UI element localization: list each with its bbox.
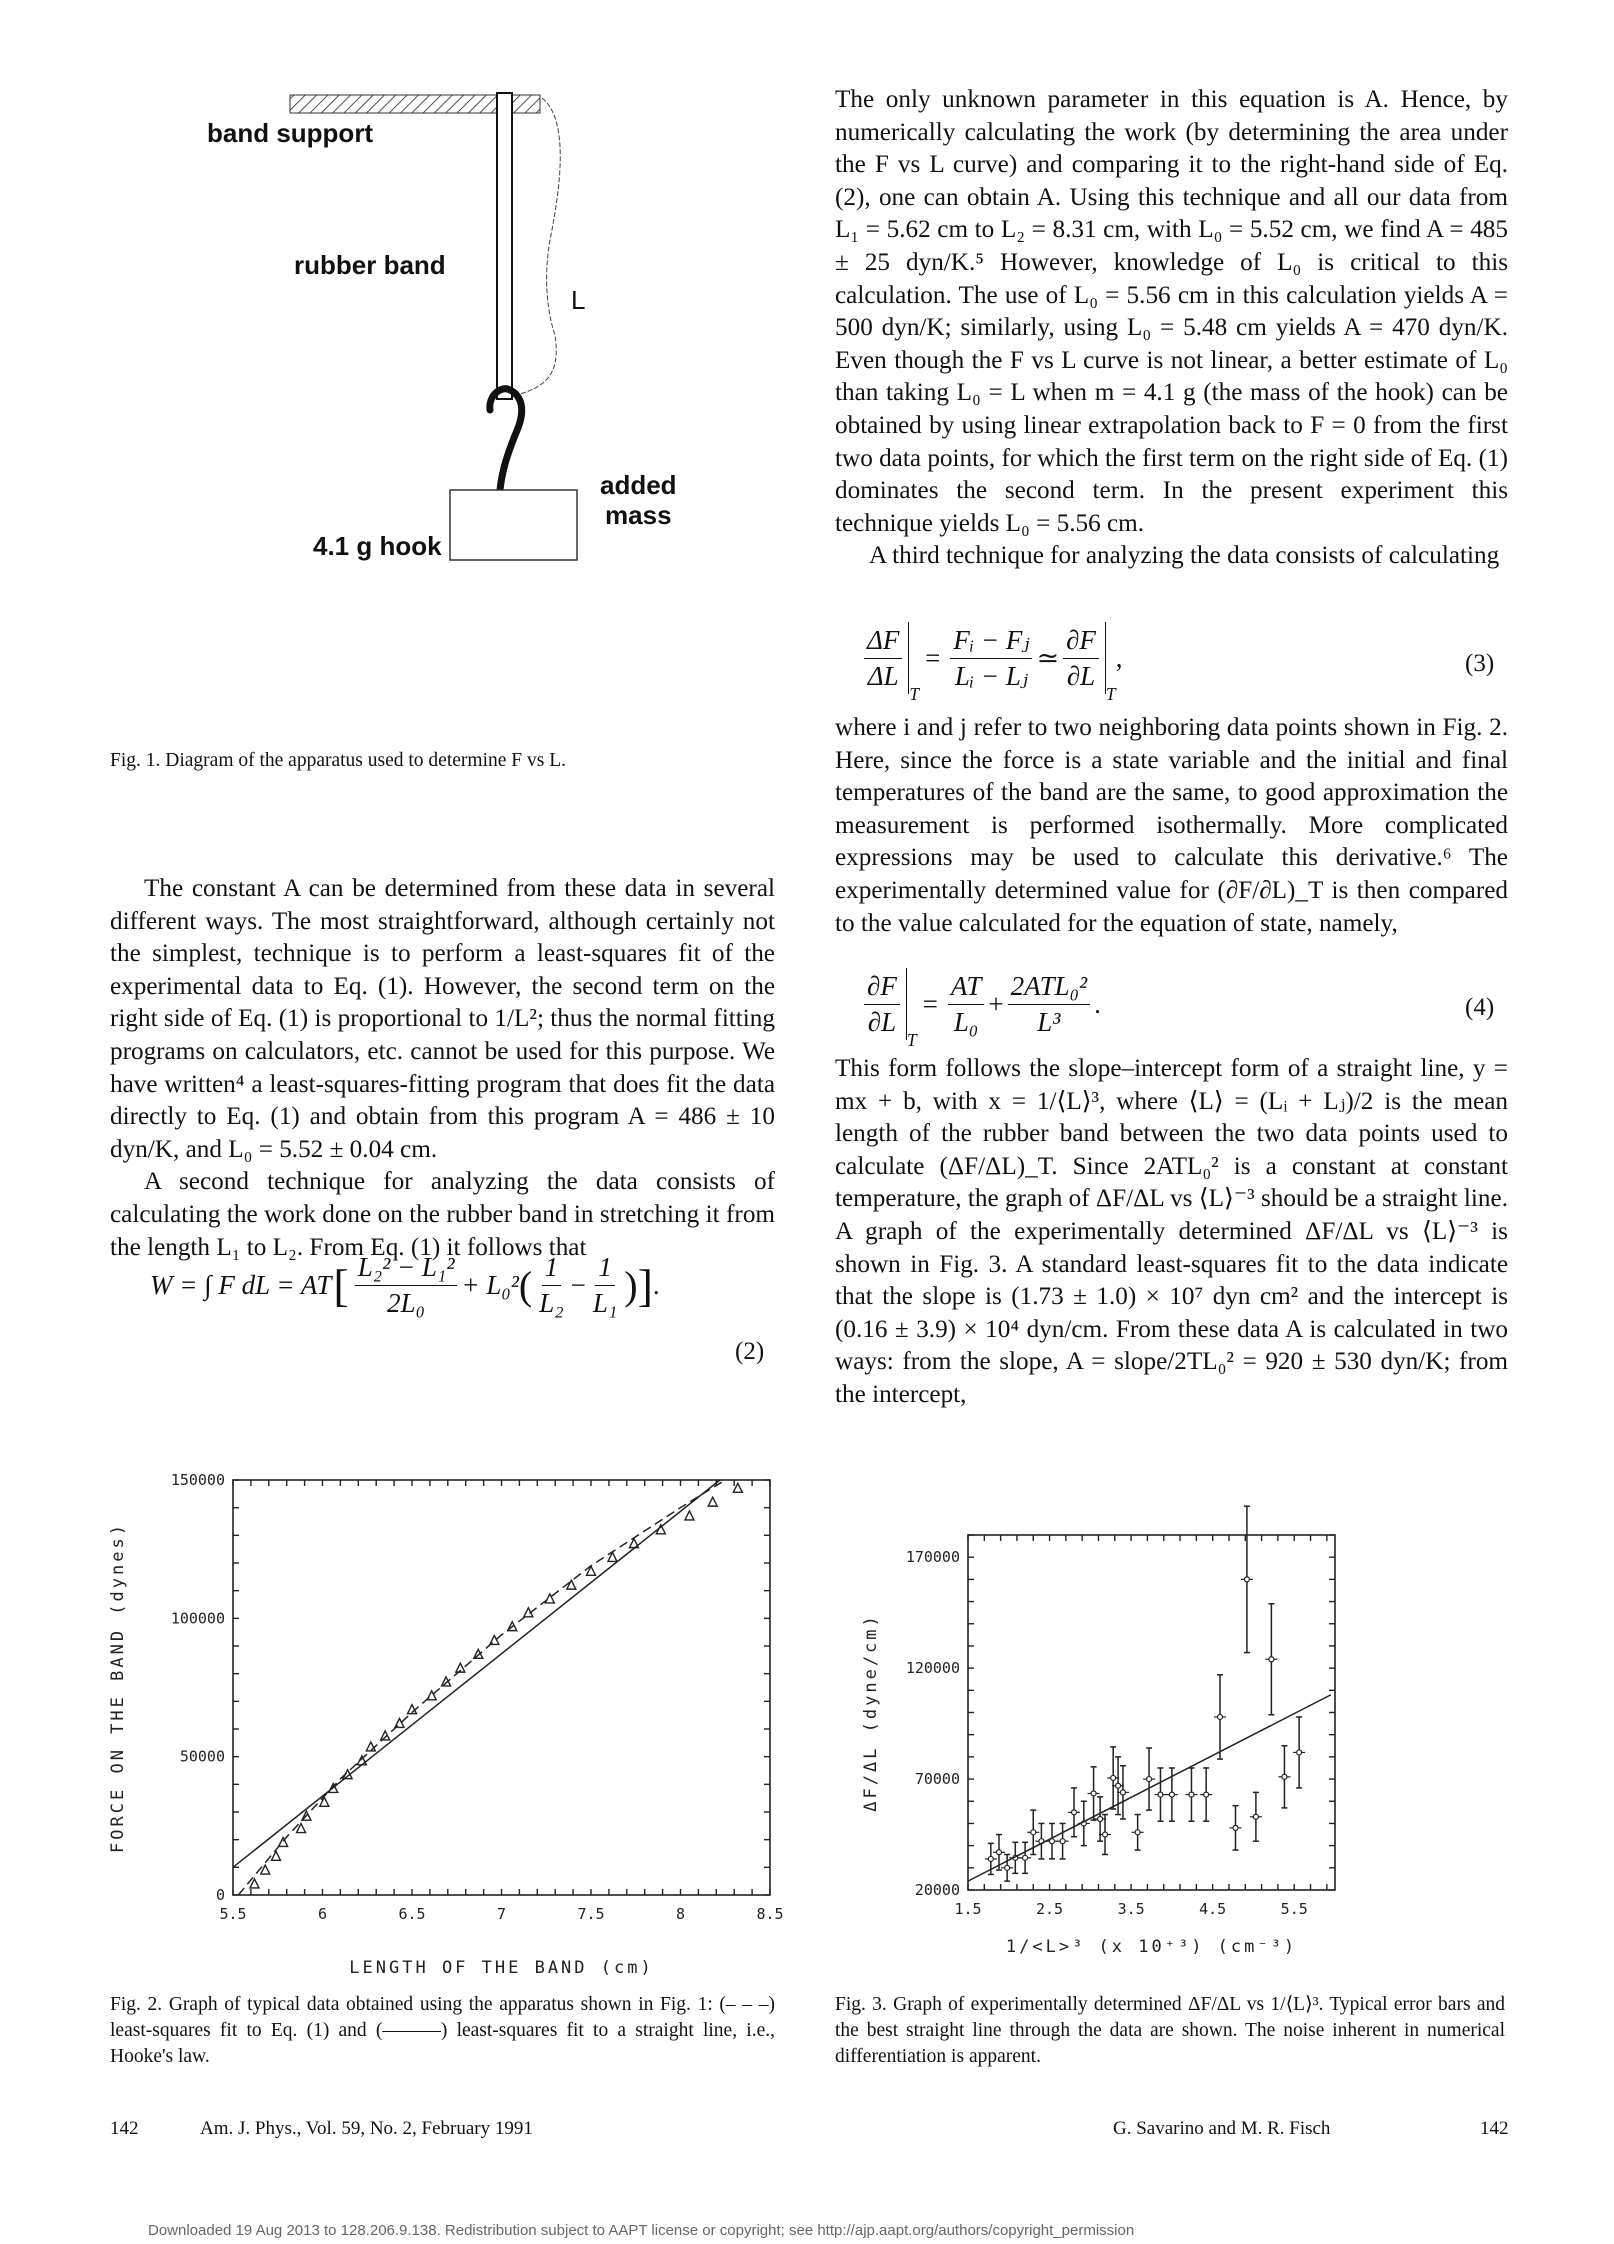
- x-tick-label: 4.5: [1199, 1900, 1227, 1918]
- data-point-circle: [1103, 1832, 1108, 1837]
- eq2-lhs: W = ∫ F dL = AT: [150, 1270, 332, 1300]
- data-point-circle: [1244, 1577, 1249, 1582]
- data-point-circle: [1189, 1792, 1194, 1797]
- y-tick-label: 20000: [914, 1881, 960, 1899]
- data-point-circle: [1031, 1830, 1036, 1835]
- paragraph: The constant A can be determined from these data in several different ways. The most straightforward, although certainly not the simplest, technique is to perform a least-squares fit of the experimental data to Eq. (1). However, the second term on the right side of Eq. (1) is proportional to 1/L²; thus the normal fitting programs on calculators, etc. cannot be used for this purpose. We have written⁴ a least-squares-fitting program that does fit the data directly to Eq. (1) and obtain from this program A = 486 ± 10 dyn/K, and L₀ = 5.52 ± 0.04 cm.: [110, 875, 775, 1163]
- right-column-middle: [835, 712, 1508, 940]
- y-tick-label: 70000: [914, 1770, 960, 1789]
- data-point-triangle: [271, 1851, 280, 1860]
- data-point-triangle: [442, 1677, 451, 1686]
- figure-2-chart: [90, 1455, 810, 1985]
- x-tick-label: 6.5: [398, 1905, 426, 1923]
- data-point-circle: [988, 1856, 993, 1861]
- label-added-mass: [600, 470, 677, 530]
- eq2-frac2: $\frac{1}{\text{L₂}}$: [539, 1252, 564, 1318]
- fit-line-dashed: [238, 1480, 725, 1895]
- authors: G. Savarino and M. R. Fisch: [1113, 2118, 1331, 2139]
- data-point-triangle: [685, 1511, 694, 1520]
- right-column-bottom: [835, 1053, 1508, 1412]
- eq2-frac1: $\frac{\text{L₂² − L₁²}}{\text{2L₀}}$: [355, 1252, 458, 1319]
- left-column: [110, 873, 775, 1264]
- paragraph: This form follows the slope–intercept form of a straight line, y = mx + b, with x = 1/⟨L⟩³, where ⟨L⟩ = (Lᵢ + Lⱼ)/2 is the mean length of the rubber band between the two data points used to calculate (ΔF/ΔL)_T. Since 2ATL₀² is a constant at constant temperature, the graph of ΔF/ΔL vs ⟨L⟩⁻³ should be a straight line. A graph of the experimentally determined ΔF/ΔL vs ⟨L⟩⁻³ is shown in Fig. 3. A standard least-squares fit to the data indicate that the slope is (1.73 ± 1.0) × 10⁷ dyn cm² and the intercept is (0.16 ± 3.9) × 10⁴ dyn/cm. From these data A is calculated in two ways: from the slope, A = slope/2TL₀² = 920 ± 530 dyn/K; from the intercept,: [835, 1055, 1508, 1408]
- length-brace: [520, 98, 560, 394]
- page-number-left: 142: [110, 2118, 139, 2139]
- equation-2-number: (2): [735, 1338, 765, 1365]
- figure-3-caption: Fig. 3. Graph of experimentally determined ΔF/ΔL vs 1/⟨L⟩³. Typical error bars and the best straight line through the data are shown. The noise inherent in numerical differentiation is apparent.: [835, 1994, 1505, 2067]
- data-point-circle: [1098, 1817, 1103, 1822]
- figure-2-caption: Fig. 2. Graph of typical data obtained using the apparatus shown in Fig. 1: (– – –) least-squares fit to Eq. (1) and (———) least-squares fit to a straight line, i.e., Hooke's law.: [110, 1994, 775, 2067]
- x-tick-label: 7: [496, 1905, 507, 1923]
- label-added: added: [600, 470, 677, 500]
- data-point-triangle: [708, 1497, 717, 1506]
- paragraph: The only unknown parameter in this equation is A. Hence, by numerically calculating the work (by determining the area under the F vs L curve) and comparing it to the right-hand side of Eq. (2), one can obtain A. Using this technique and all our data from L₁ = 5.62 cm to L₂ = 8.31 cm, with L₀ = 5.52 cm, we find A = 485 ± 25 dyn/K.⁵ However, knowledge of L₀ is critical to this calculation. The use of L₀ = 5.56 cm in this calculation yields A = 500 dyn/K; similarly, using L₀ = 5.48 cm yields A = 470 dyn/K. Even though the F vs L curve is not linear, a better estimate of L₀ than taking L₀ = L when m = 4.1 g (the mass of the hook) can be obtained by using linear extrapolation back to F = 0 from the first two data points, for which the first term on the right side of Eq. (1) dominates the second term. In the present experiment this technique yields L₀ = 5.56 cm.: [835, 86, 1508, 537]
- data-point-circle: [1091, 1791, 1096, 1796]
- equation-3: $\frac{\Delta F}{\Delta L}$ T = $\frac{\text{Fᵢ − Fⱼ}}{\text{Lᵢ − Lⱼ}}$ ≃ $\frac{\partial F}{\partial L}$ T ,: [860, 622, 1122, 694]
- hook: [490, 389, 522, 490]
- figure-1-caption: Fig. 1. Diagram of the apparatus used to determine F vs L.: [110, 750, 566, 771]
- y-tick-label: 150000: [170, 1471, 225, 1489]
- data-point-circle: [1297, 1750, 1302, 1755]
- data-point-circle: [1005, 1865, 1010, 1870]
- data-point-circle: [1169, 1792, 1174, 1797]
- data-point-circle: [1233, 1825, 1238, 1830]
- data-point-circle: [1282, 1774, 1287, 1779]
- x-tick-label: 5.5: [219, 1905, 247, 1923]
- rubber-band: [497, 93, 512, 399]
- label-hook: 4.1 g hook: [313, 531, 442, 561]
- data-point-circle: [1072, 1810, 1077, 1815]
- x-tick-label: 8: [675, 1905, 686, 1923]
- label-rubber-band: rubber band: [294, 250, 446, 280]
- x-tick-label: 2.5: [1036, 1900, 1064, 1918]
- data-point-triangle: [357, 1756, 366, 1765]
- x-tick-label: 3.5: [1117, 1900, 1145, 1918]
- data-point-circle: [1204, 1792, 1209, 1797]
- y-axis-label: FORCE ON THE BAND (dynes): [108, 1522, 128, 1853]
- plot-frame: [968, 1535, 1335, 1890]
- y-tick-label: 170000: [905, 1548, 960, 1567]
- x-tick-label: 7.5: [577, 1905, 605, 1923]
- data-point-circle: [1111, 1775, 1116, 1780]
- label-band-support: band support: [207, 118, 374, 148]
- y-tick-label: 0: [215, 1886, 225, 1904]
- data-point-circle: [1253, 1814, 1258, 1819]
- download-notice: Downloaded 19 Aug 2013 to 128.206.9.138. Redistribution subject to AAPT license or copyright; see http://ajp.aapt.org/authors/copyright_permission: [148, 2222, 1135, 2239]
- data-point-circle: [1269, 1657, 1274, 1662]
- added-mass-box: [450, 490, 577, 560]
- y-tick-label: 50000: [179, 1747, 225, 1766]
- plot-frame: [233, 1480, 770, 1895]
- data-point-triangle: [567, 1580, 576, 1589]
- data-point-circle: [1060, 1839, 1065, 1844]
- page-number-right: 142: [1480, 2118, 1509, 2139]
- y-tick-label: 100000: [170, 1609, 225, 1628]
- right-column-top: [835, 84, 1508, 573]
- equation-3-number: (3): [1465, 650, 1495, 677]
- equation-2: W = ∫ F dL = AT [ $\frac{\text{L₂² − L₁²}}{\text{2L₀}}$ + L₀² ( $\frac{1}{\text{L₂}}$ − $\frac{1}{\text{L₁}}$ ) ] .: [150, 1252, 660, 1318]
- fit-line-solid: [233, 1480, 720, 1867]
- y-tick-label: 120000: [905, 1659, 960, 1678]
- fit-line-solid: [968, 1695, 1331, 1881]
- paragraph: A third technique for analyzing the data consists of calculating: [869, 542, 1500, 570]
- eq2-frac3: $\frac{1}{\text{L₁}}$: [592, 1252, 618, 1318]
- x-tick-label: 1.5: [954, 1900, 982, 1918]
- paragraph: A second technique for analyzing the data consists of calculating the work done on the rubber band in stretching it from the length L₁ to L₂. From Eq. (1) it follows that: [110, 1168, 775, 1261]
- data-point-circle: [1116, 1783, 1121, 1788]
- data-point-triangle: [381, 1731, 390, 1740]
- paragraph: where i and j refer to two neighboring data points shown in Fig. 2. Here, since the force is a state variable and the initial and final temperatures of the band are the same, to good approximation the measurement is performed isothermally. More complicated expressions may be used to calculate this derivative.⁶ The experimentally determined value for (∂F/∂L)_T is then compared to the value calculated for the equation of state, namely,: [835, 714, 1508, 937]
- data-point-triangle: [261, 1865, 270, 1874]
- data-point-circle: [1147, 1777, 1152, 1782]
- x-tick-label: 8.5: [756, 1905, 784, 1923]
- x-tick-label: 6: [317, 1905, 328, 1923]
- figure-3-chart: [860, 1490, 1520, 1970]
- data-point-circle: [996, 1850, 1001, 1855]
- label-mass: mass: [605, 500, 672, 530]
- label-length: L: [571, 285, 586, 315]
- y-axis-label: ΔF/ΔL (dyne/cm): [861, 1613, 881, 1812]
- x-axis-label: LENGTH OF THE BAND (cm): [349, 1958, 654, 1978]
- figure-1-diagram: [150, 80, 800, 720]
- journal-citation: Am. J. Phys., Vol. 59, No. 2, February 1991: [200, 2118, 533, 2139]
- data-point-circle: [1158, 1792, 1163, 1797]
- equation-4-number: (4): [1465, 994, 1495, 1021]
- data-point-circle: [1023, 1855, 1028, 1860]
- x-axis-label: 1/<L>³ (x 10⁺³) (cm⁻³): [1005, 1937, 1298, 1957]
- data-point-circle: [1135, 1830, 1140, 1835]
- x-tick-label: 5.5: [1280, 1900, 1308, 1918]
- equation-4: $\frac{\partial F}{\partial L}$ T = $\frac{AT}{\text{L₀}}$ + $\frac{\text{2ATL₀²}}{\text{L³}}$ .: [860, 968, 1101, 1040]
- data-point-circle: [1218, 1714, 1223, 1719]
- data-point-circle: [1120, 1790, 1125, 1795]
- eq2-plus-term: + L₀²: [461, 1270, 519, 1300]
